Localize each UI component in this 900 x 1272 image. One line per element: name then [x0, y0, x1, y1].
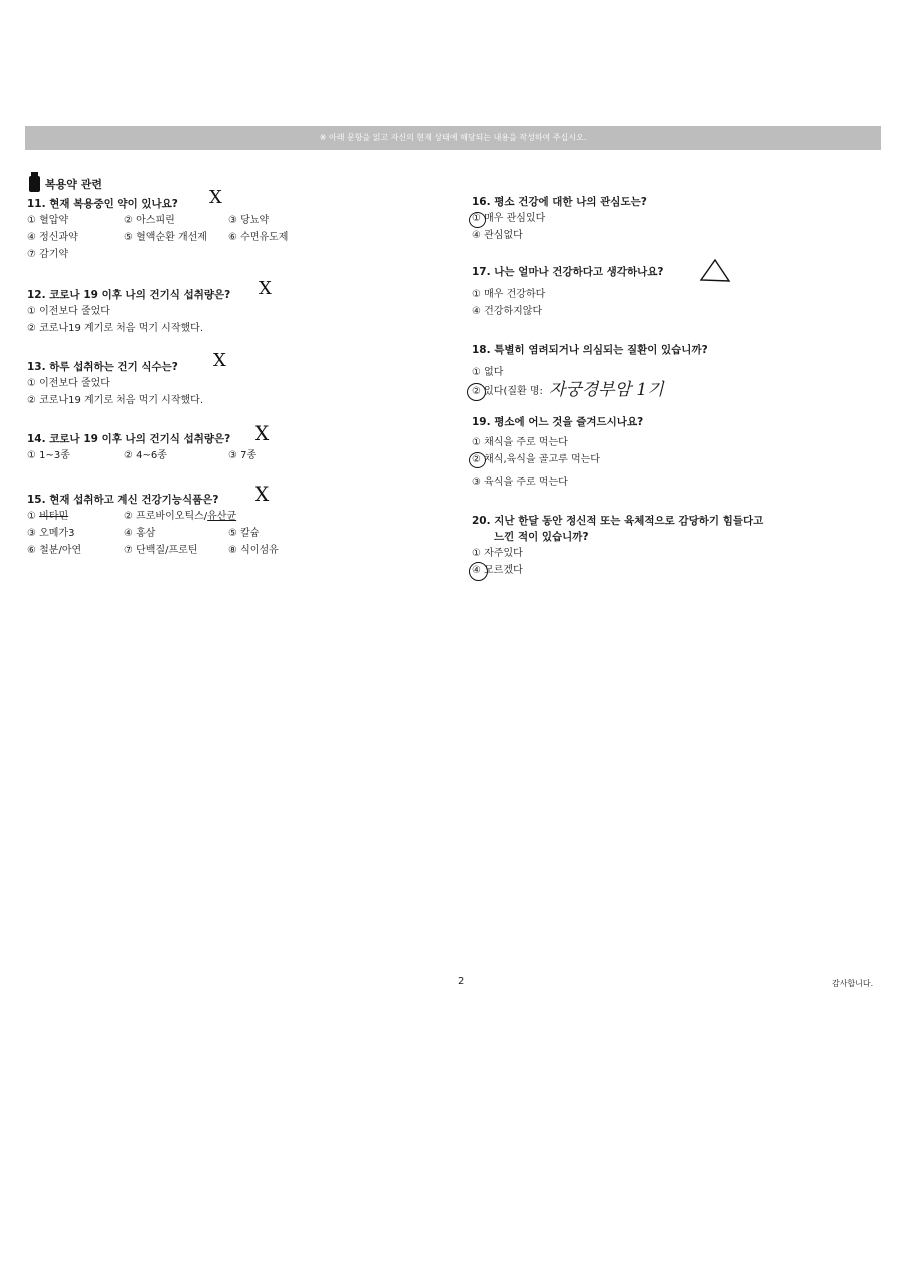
question-14 — [27, 421, 447, 464]
q11-option-1[interactable]: ① 혈압약 — [27, 215, 69, 226]
left-column — [27, 172, 447, 559]
footer-thanks: 감사합니다. — [832, 979, 874, 988]
question-13-title: 13. 하루 섭취하는 건기 식수는? — [27, 361, 178, 373]
question-11-title: 11. 현재 복용중인 약이 있나요? — [27, 198, 178, 210]
question-11 — [27, 187, 447, 263]
q17-option-1[interactable]: ① 매우 건강하다 — [472, 289, 546, 300]
q18-handwritten-answer: 자궁경부암 1기 — [548, 380, 664, 400]
question-19 — [472, 414, 882, 491]
q11-option-5[interactable]: ⑤ 혈액순환 개선제 — [124, 232, 207, 243]
q13-option-2[interactable]: ② 코로나19 계기로 처음 먹기 시작했다. — [27, 395, 204, 406]
q11-option-4[interactable]: ④ 정신과약 — [27, 232, 78, 243]
q14-option-2[interactable]: ② 4~6종 — [124, 450, 167, 461]
q18-answer-circle — [467, 383, 486, 401]
instruction-banner: ※ 아래 문항을 읽고 자신의 현재 상태에 해당되는 내용을 작성하여 주십시오. — [25, 126, 881, 150]
q15-option-4[interactable]: ④ 홍삼 — [124, 528, 156, 539]
q15-option-3[interactable]: ③ 오메가3 — [27, 528, 75, 539]
question-12-title: 12. 코로나 19 이후 나의 건기식 섭취량은? — [27, 289, 231, 301]
q15-option-2[interactable]: ② 프로바이오틱스/유산균 — [124, 511, 237, 522]
q19-option-2[interactable]: ② 채식,육식을 골고루 먹는다 — [472, 454, 600, 465]
q16-option-1[interactable]: ① 매우 관심있다 — [472, 213, 546, 224]
q13-option-1[interactable]: ① 이전보다 줄었다 — [27, 378, 110, 389]
q11-option-3[interactable]: ③ 당뇨약 — [228, 215, 270, 226]
q11-option-7[interactable]: ⑦ 감기약 — [27, 249, 69, 260]
q17-option-4[interactable]: ④ 건강하지않다 — [472, 306, 543, 317]
question-11-x-mark: X — [209, 187, 222, 208]
q14-option-1[interactable]: ① 1~3종 — [27, 450, 70, 461]
question-14-x-mark: X — [255, 421, 270, 445]
q11-option-6[interactable]: ⑥ 수면유도제 — [228, 232, 289, 243]
q20-option-1[interactable]: ① 자주있다 — [472, 548, 523, 559]
q14-option-3[interactable]: ③ 7종 — [228, 450, 257, 461]
question-13-x-mark: X — [213, 350, 226, 371]
q16-option-4[interactable]: ④ 관심없다 — [472, 230, 523, 241]
q15-option-5[interactable]: ⑤ 칼슘 — [228, 528, 260, 539]
q19-option-1[interactable]: ① 채식을 주로 먹는다 — [472, 437, 568, 448]
question-12-x-mark: X — [259, 278, 272, 299]
question-19-title: 19. 평소에 어느 것을 즐겨드시나요? — [472, 416, 644, 428]
q20-answer-circle — [469, 562, 488, 581]
question-15-title: 15. 현재 섭취하고 계신 건강기능식품은? — [27, 494, 219, 506]
question-16 — [472, 194, 882, 244]
question-20-title-line-1: 20. 지난 한달 동안 정신적 또는 육체적으로 감당하기 힘들다고 — [472, 515, 764, 527]
page-number: 2 — [458, 976, 465, 987]
question-17 — [472, 264, 882, 320]
q15-option-1[interactable]: ① 비타민 — [27, 511, 69, 522]
q12-option-2[interactable]: ② 코로나19 계기로 처음 먹기 시작했다. — [27, 323, 204, 334]
q12-option-1[interactable]: ① 이전보다 줄었다 — [27, 306, 110, 317]
question-14-title: 14. 코로나 19 이후 나의 건기식 섭취량은? — [27, 433, 231, 445]
q15-option-2-underlined-text: 유산균 — [207, 511, 237, 522]
question-17-triangle-mark — [698, 258, 732, 284]
right-column — [472, 194, 882, 579]
q11-option-2[interactable]: ② 아스피린 — [124, 215, 175, 226]
question-15 — [27, 482, 447, 559]
q19-answer-circle — [469, 452, 486, 468]
q18-option-1[interactable]: ① 없다 — [472, 367, 504, 378]
question-15-x-mark: X — [255, 482, 270, 506]
question-12 — [27, 278, 447, 337]
question-20-title-line-2: 느낀 적이 있습니까? — [494, 531, 589, 543]
q15-option-6[interactable]: ⑥ 철분/아연 — [27, 545, 82, 556]
section-title: 복용약 관련 — [45, 178, 102, 191]
section-header — [27, 172, 447, 192]
q20-option-4[interactable]: ④ 모르겠다 — [472, 565, 523, 576]
q18-option-2[interactable]: ② 있다(질환 명: 자궁경부암 1기 — [472, 380, 664, 400]
q15-option-1-struck-text: 비타민 — [39, 511, 69, 522]
question-18-title: 18. 특별히 염려되거나 의심되는 질환이 있습니까? — [472, 344, 708, 356]
question-16-title: 16. 평소 건강에 대한 나의 관심도는? — [472, 196, 647, 208]
question-20 — [472, 513, 882, 579]
question-18 — [472, 342, 882, 400]
medicine-bottle-icon — [27, 172, 41, 192]
question-17-title: 17. 나는 얼마나 건강하다고 생각하나요? — [472, 266, 664, 278]
q16-answer-circle — [469, 212, 486, 228]
q15-option-7[interactable]: ⑦ 단백질/프로틴 — [124, 545, 198, 556]
q19-option-3[interactable]: ③ 육식을 주로 먹는다 — [472, 477, 568, 488]
question-13 — [27, 350, 447, 409]
q15-option-8[interactable]: ⑧ 식이섬유 — [228, 545, 279, 556]
